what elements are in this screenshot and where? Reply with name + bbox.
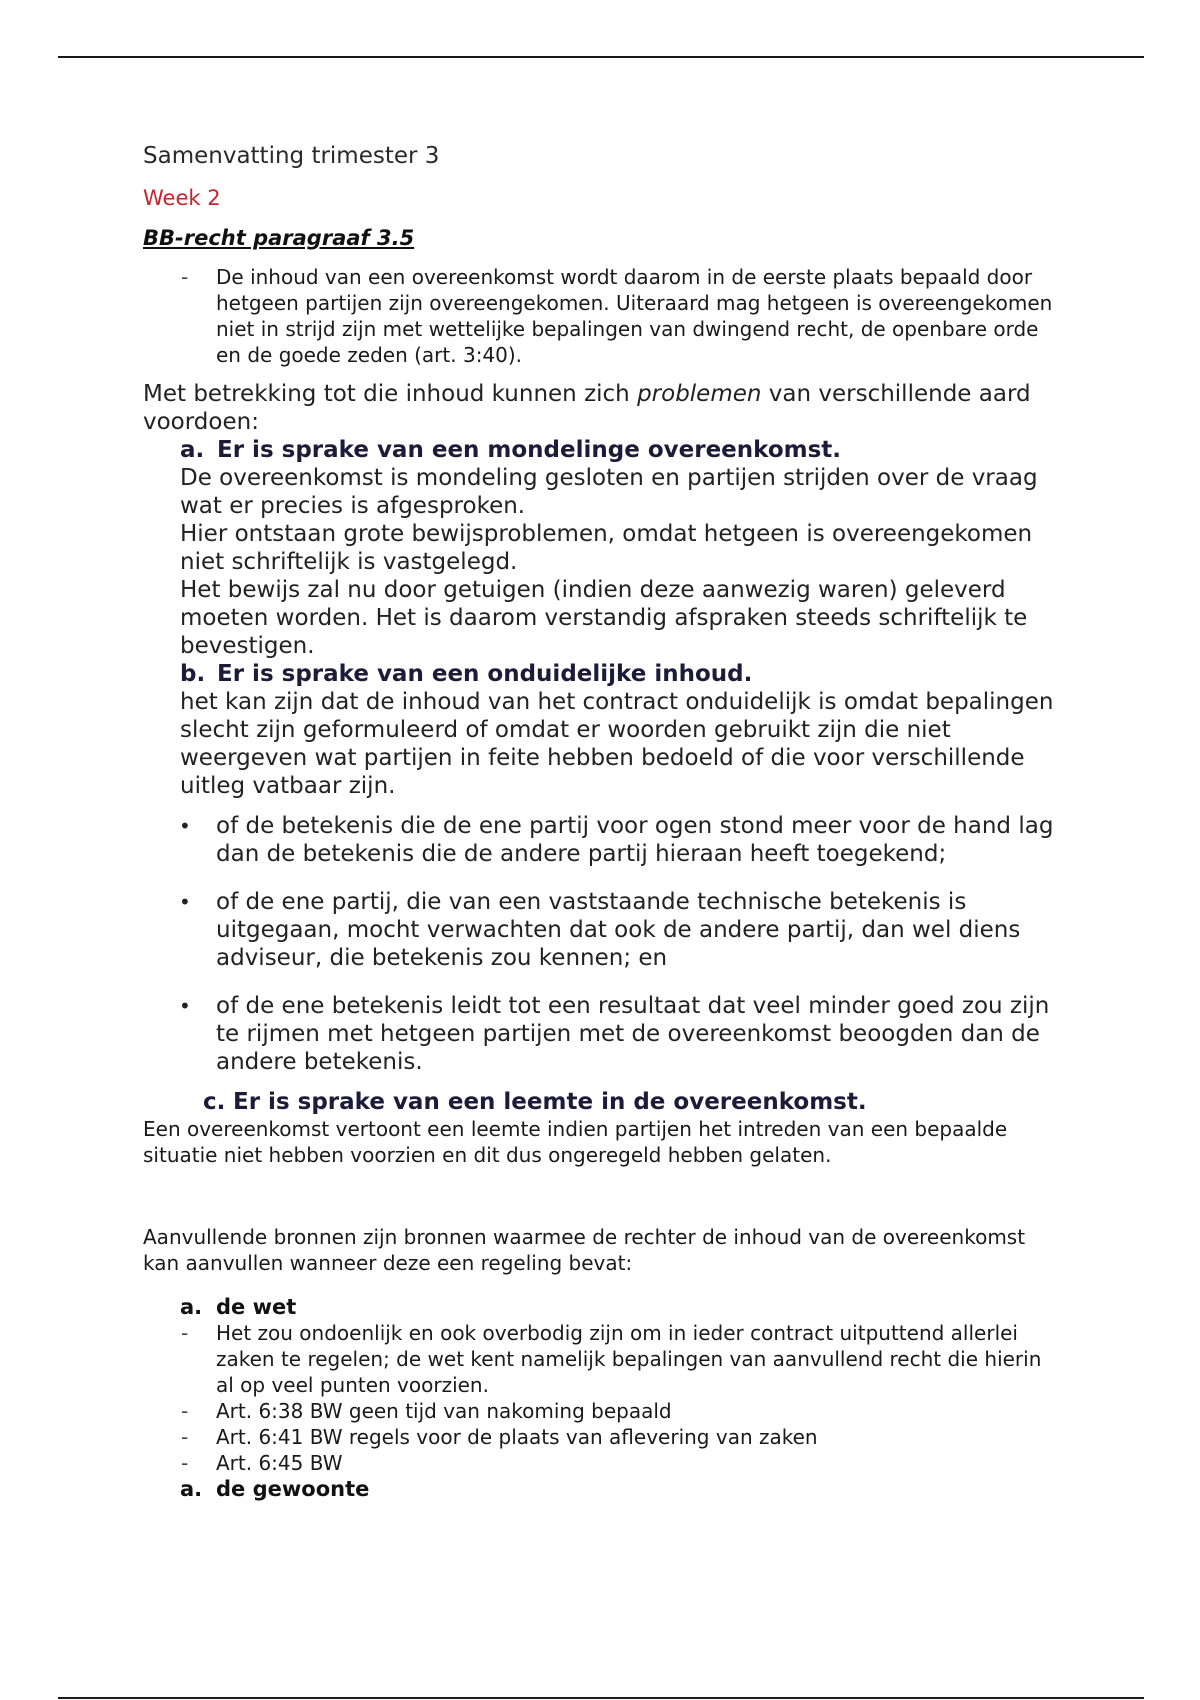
- page-content: [143, 140, 1063, 1502]
- problems-emphasis: problemen: [637, 381, 762, 407]
- list-item-text: De inhoud van een overeenkomst wordt daarom in de eerste plaats bepaald door hetgeen partijen zijn overeengekomen. Uiteraard mag hetgeen is overeengekomen niet in strijd zijn met wettelijke bepalingen van dwingend recht, de openbare orde en de goede zeden (art. 3:40).: [216, 265, 1053, 367]
- bullet-icon: •: [179, 814, 191, 838]
- document-title: Samenvatting trimester 3: [143, 143, 440, 169]
- spacer: [143, 1168, 1063, 1224]
- section-heading: BB-recht paragraaf 3.5: [143, 226, 415, 250]
- dash-bullet-icon: -: [181, 1399, 189, 1423]
- intro-list: [143, 264, 1063, 368]
- list-item-text: Art. 6:41 BW regels voor de plaats van aflevering van zaken: [216, 1425, 818, 1449]
- list-item-text: Het zou ondoenlijk en ook overbodig zijn om in ieder contract uitputtend allerlei zaken te regelen; de wet kent namelijk bepalingen van aanvullend recht die hierin al op veel punten voorzien.: [216, 1321, 1042, 1397]
- footer-rule: [58, 1697, 1144, 1699]
- list-item: [143, 888, 1063, 972]
- header-rule: [58, 56, 1144, 58]
- list-item-text: Art. 6:38 BW geen tijd van nakoming bepaald: [216, 1399, 672, 1423]
- list-item-text: of de betekenis die de ene partij voor ogen stond meer voor de hand lag dan de betekenis die de andere partij hieraan heeft toegekend;: [216, 813, 1054, 867]
- list-item: [143, 264, 1063, 368]
- problem-b-text: het kan zijn dat de inhoud van het contract onduidelijk is omdat bepalingen slecht zijn geformuleerd of omdat er woorden gebruikt zijn die niet weergeven wat partijen in feite hebben bedoeld of die voor verschillende uitleg vatbaar zijn.: [180, 689, 1054, 799]
- source-b-letter: a.: [180, 1477, 203, 1501]
- problems-intro: [143, 380, 1063, 436]
- dash-bullet-icon: -: [181, 1321, 189, 1345]
- list-item: [143, 812, 1063, 868]
- problem-b-heading: [180, 660, 1063, 688]
- problem-b-title: Er is sprake van een onduidelijke inhoud.: [217, 661, 753, 687]
- list-item: [143, 1450, 1063, 1476]
- problem-a-letter: a.: [180, 437, 205, 463]
- list-item: [143, 1398, 1063, 1424]
- problem-b-letter: b.: [180, 661, 206, 687]
- week-label: Week 2: [143, 186, 221, 210]
- problems-intro-text: Met betrekking tot die inhoud kunnen zich: [143, 381, 638, 407]
- dash-bullet-icon: -: [181, 265, 189, 289]
- problem-c-heading: [143, 1088, 1063, 1116]
- problem-a-heading: [180, 436, 1063, 464]
- sources-intro: Aanvullende bronnen zijn bronnen waarmee de rechter de inhoud van de overeenkomst kan aanvullen wanneer deze een regeling bevat:: [143, 1225, 1026, 1275]
- bullet-icon: •: [179, 994, 191, 1018]
- problem-b: [143, 660, 1063, 800]
- problem-c-letter: c.: [203, 1089, 226, 1115]
- source-a-list: [143, 1320, 1063, 1476]
- source-a-title: de wet: [216, 1295, 297, 1319]
- source-a-heading: [143, 1294, 1063, 1320]
- source-a-letter: a.: [180, 1295, 203, 1319]
- list-item: [143, 992, 1063, 1076]
- problem-c-title: Er is sprake van een leemte in de overeenkomst.: [233, 1089, 867, 1115]
- problem-a-text: De overeenkomst is mondeling gesloten en partijen strijden over de vraag wat er precies is afgesproken. Hier ontstaan grote bewijsproblemen, omdat hetgeen is overeengekomen niet schriftelijk is vastgelegd. Het bewijs zal nu door getuigen (indien deze aanwezig waren) geleverd moeten worden. Het is daarom verstandig afspraken steeds schriftelijk te bevestigen.: [180, 465, 1038, 659]
- list-item-text: of de ene betekenis leidt tot een resultaat dat veel minder goed zou zijn te rijmen met hetgeen partijen met de overeenkomst beoogden dan de andere betekenis.: [216, 993, 1050, 1075]
- list-item-text: Art. 6:45 BW: [216, 1451, 343, 1475]
- dash-bullet-icon: -: [181, 1425, 189, 1449]
- source-b-title: de gewoonte: [216, 1477, 370, 1501]
- list-item-text: of de ene partij, die van een vaststaande technische betekenis is uitgegaan, mocht verwachten dat ook de andere partij, dan wel diens adviseur, die betekenis zou kennen; en: [216, 889, 1021, 971]
- problem-a-title: Er is sprake van een mondelinge overeenkomst.: [217, 437, 842, 463]
- bullet-icon: •: [179, 890, 191, 914]
- problems-intro-text-end: van verschillende aard voordoen:: [143, 381, 1031, 435]
- list-item: [143, 1320, 1063, 1398]
- interpretation-bullets: [143, 812, 1063, 1076]
- list-item: [143, 1424, 1063, 1450]
- problem-a: [143, 436, 1063, 660]
- source-b-heading: [143, 1476, 1063, 1502]
- problem-c-text: Een overeenkomst vertoont een leemte indien partijen het intreden van een bepaalde situatie niet hebben voorzien en dit dus ongeregeld hebben gelaten.: [143, 1117, 1008, 1167]
- dash-bullet-icon: -: [181, 1451, 189, 1475]
